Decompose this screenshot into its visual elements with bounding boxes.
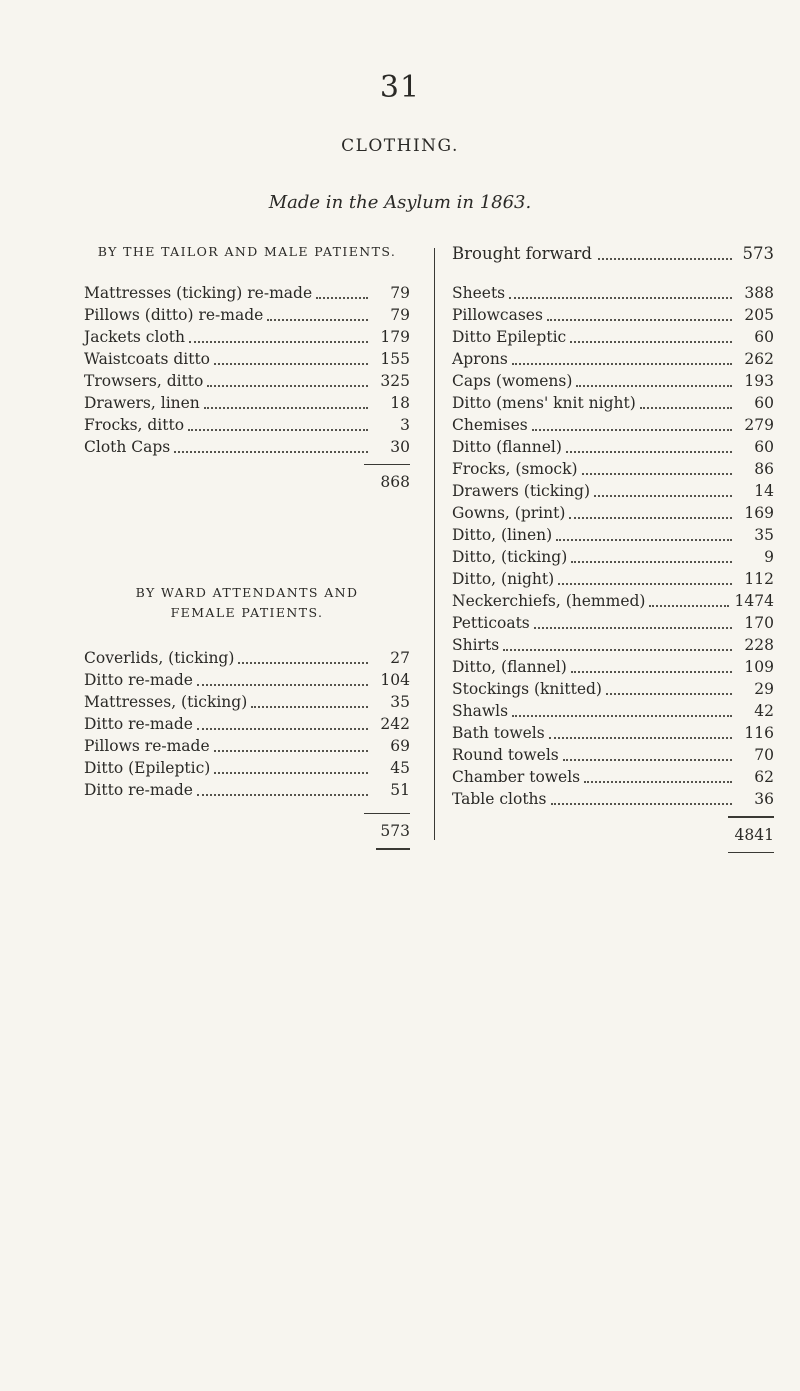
total-rule — [364, 813, 410, 814]
list-item — [452, 788, 774, 810]
list-item — [452, 348, 774, 370]
item-value: 69 — [390, 737, 410, 755]
brought-forward-label: Brought forward — [452, 244, 592, 263]
item-label: Pillows (ditto) re-made — [84, 306, 264, 324]
list-item — [452, 590, 774, 612]
list-item — [84, 691, 410, 713]
item-label: Chemises — [452, 416, 528, 434]
item-value: 60 — [754, 328, 774, 346]
item-value: 170 — [744, 614, 774, 632]
section-title-line: BY WARD ATTENDANTS AND — [135, 585, 359, 600]
item-label: Neckerchiefs, (hemmed) — [452, 592, 646, 610]
item-label: Stockings (knitted) — [452, 680, 602, 698]
item-value: 60 — [754, 438, 774, 456]
section-title-line: FEMALE PATIENTS. — [170, 605, 324, 620]
page-heading: CLOTHING. — [341, 136, 459, 156]
item-value: 51 — [390, 781, 410, 799]
item-value: 325 — [380, 372, 410, 390]
item-label: Ditto (Epileptic) — [84, 759, 211, 777]
item-label: Ditto re-made — [84, 715, 193, 733]
item-value: 116 — [744, 724, 774, 742]
item-label: Jackets cloth — [84, 328, 185, 346]
list-item — [452, 304, 774, 326]
item-label: Table cloths — [452, 790, 547, 808]
item-value: 27 — [390, 649, 410, 667]
grand-total: 4841 — [734, 826, 774, 844]
item-label: Frocks, (smock) — [452, 460, 578, 478]
item-label: Ditto, (night) — [452, 570, 555, 588]
item-value: 169 — [744, 504, 774, 522]
item-value: 35 — [754, 526, 774, 544]
list-item — [84, 348, 410, 370]
item-value: 205 — [744, 306, 774, 324]
item-value: 79 — [390, 284, 410, 302]
item-value: 279 — [744, 416, 774, 434]
list-item — [452, 282, 774, 304]
list-item — [84, 414, 410, 436]
list-item — [452, 458, 774, 480]
item-label: Ditto re-made — [84, 671, 193, 689]
tailor-items-list — [84, 282, 410, 458]
brought-forward-value: 573 — [742, 244, 774, 263]
item-label: Cloth Caps — [84, 438, 171, 456]
list-item — [452, 656, 774, 678]
right-items-list — [452, 282, 774, 810]
item-label: Mattresses (ticking) re-made — [84, 284, 313, 302]
item-value: 14 — [754, 482, 774, 500]
item-value: 62 — [754, 768, 774, 786]
list-item — [84, 735, 410, 757]
item-label: Ditto (flannel) — [452, 438, 562, 456]
list-item — [84, 304, 410, 326]
list-item — [452, 370, 774, 392]
item-label: Frocks, ditto — [84, 416, 185, 434]
left-column — [84, 242, 410, 850]
total-underline — [728, 852, 774, 853]
list-item — [84, 436, 410, 458]
list-item — [452, 766, 774, 788]
item-value: 35 — [390, 693, 410, 711]
list-item — [452, 524, 774, 546]
item-value: 388 — [744, 284, 774, 302]
item-label: Bath towels — [452, 724, 545, 742]
item-label: Ditto, (ticking) — [452, 548, 568, 566]
item-value: 179 — [380, 328, 410, 346]
list-item — [84, 392, 410, 414]
list-item — [84, 647, 410, 669]
item-label: Trowsers, ditto — [84, 372, 204, 390]
item-value: 112 — [744, 570, 774, 588]
item-value: 109 — [744, 658, 774, 676]
list-item — [452, 744, 774, 766]
total-rule — [364, 464, 410, 465]
section-title-tailor: BY THE TAILOR AND MALE PATIENTS. — [97, 244, 397, 259]
item-value: 155 — [380, 350, 410, 368]
item-label: Shirts — [452, 636, 500, 654]
item-value: 86 — [754, 460, 774, 478]
item-value: 36 — [754, 790, 774, 808]
list-item — [452, 326, 774, 348]
item-label: Pillows re-made — [84, 737, 210, 755]
item-label: Ditto, (flannel) — [452, 658, 567, 676]
list-item — [452, 502, 774, 524]
section-total-ward: 573 — [380, 822, 410, 840]
list-item — [452, 612, 774, 634]
list-item — [84, 370, 410, 392]
list-item — [452, 414, 774, 436]
list-item — [84, 282, 410, 304]
list-item — [452, 722, 774, 744]
item-value: 193 — [744, 372, 774, 390]
item-value: 1474 — [734, 592, 774, 610]
page-subheading: Made in the Asylum in 1863. — [268, 192, 532, 213]
item-label: Ditto (mens' knit night) — [452, 394, 636, 412]
item-label: Chamber towels — [452, 768, 581, 786]
item-label: Round towels — [452, 746, 559, 764]
list-item — [452, 634, 774, 656]
item-label: Pillowcases — [452, 306, 543, 324]
page-number: 31 — [379, 70, 421, 105]
item-value: 42 — [754, 702, 774, 720]
item-label: Drawers, linen — [84, 394, 200, 412]
ward-items-list — [84, 647, 410, 801]
item-value: 79 — [390, 306, 410, 324]
list-item — [84, 779, 410, 801]
item-label: Shawls — [452, 702, 509, 720]
item-label: Caps (womens) — [452, 372, 573, 390]
list-item — [452, 436, 774, 458]
item-label: Waistcoats ditto — [84, 350, 210, 368]
item-value: 262 — [744, 350, 774, 368]
column-divider — [434, 248, 435, 840]
item-label: Sheets — [452, 284, 506, 302]
item-value: 242 — [380, 715, 410, 733]
item-label: Coverlids, (ticking) — [84, 649, 235, 667]
item-value: 9 — [764, 548, 774, 566]
item-value: 104 — [380, 671, 410, 689]
brought-forward-row — [452, 242, 774, 266]
list-item — [84, 669, 410, 691]
item-label: Aprons — [452, 350, 508, 368]
item-label: Ditto, (linen) — [452, 526, 553, 544]
item-label: Mattresses, (ticking) — [84, 693, 248, 711]
total-rule — [728, 816, 774, 818]
section-title-ward — [84, 583, 410, 647]
item-value: 70 — [754, 746, 774, 764]
section-total-tailor: 868 — [380, 473, 410, 491]
item-value: 3 — [400, 416, 410, 434]
total-underline — [376, 848, 410, 850]
list-item — [84, 757, 410, 779]
list-item — [452, 480, 774, 502]
item-label: Ditto Epileptic — [452, 328, 567, 346]
item-label: Petticoats — [452, 614, 530, 632]
right-column — [452, 242, 774, 853]
item-value: 18 — [390, 394, 410, 412]
list-item — [452, 678, 774, 700]
item-label: Ditto re-made — [84, 781, 193, 799]
list-item — [84, 713, 410, 735]
item-value: 30 — [390, 438, 410, 456]
list-item — [452, 700, 774, 722]
list-item — [452, 568, 774, 590]
item-label: Gowns, (print) — [452, 504, 566, 522]
item-value: 228 — [744, 636, 774, 654]
item-label: Drawers (ticking) — [452, 482, 591, 500]
list-item — [452, 392, 774, 414]
list-item — [84, 326, 410, 348]
item-value: 60 — [754, 394, 774, 412]
item-value: 29 — [754, 680, 774, 698]
item-value: 45 — [390, 759, 410, 777]
list-item — [452, 546, 774, 568]
